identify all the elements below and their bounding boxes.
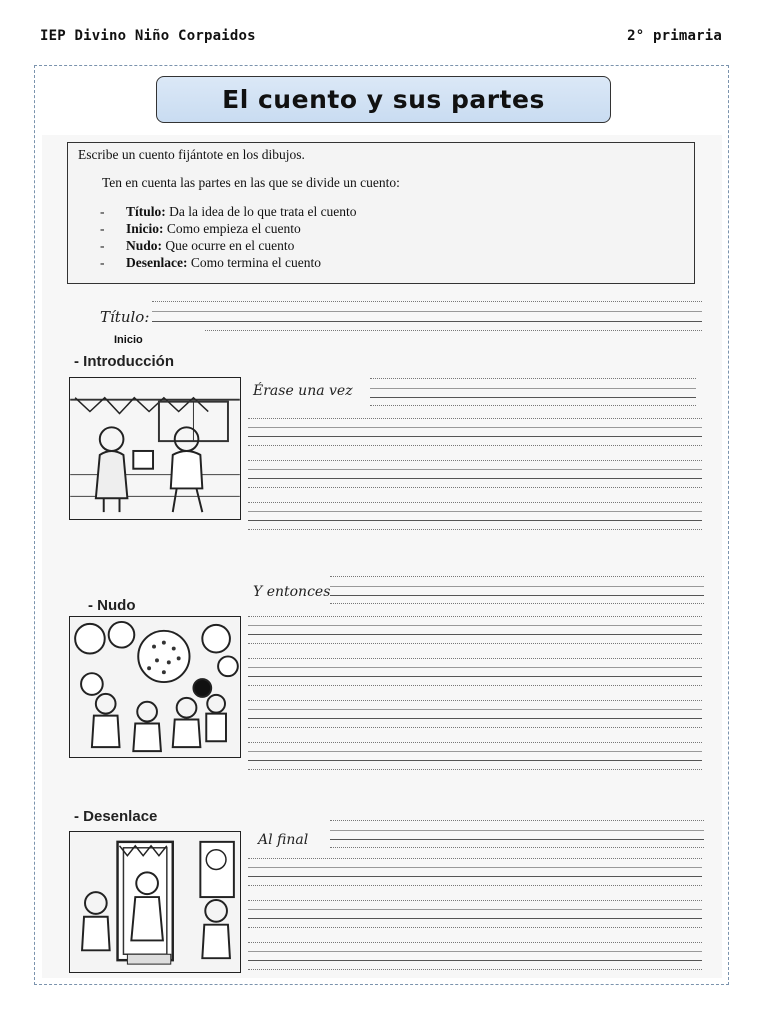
- writing-line[interactable]: [248, 927, 702, 928]
- grade-label: 2° primaria: [627, 28, 722, 44]
- writing-line[interactable]: [370, 405, 696, 406]
- writing-line[interactable]: [248, 469, 702, 470]
- writing-line[interactable]: [370, 388, 696, 389]
- writing-line[interactable]: [248, 685, 702, 686]
- titulo-label: Título:: [100, 308, 150, 326]
- goodbye-door-illustration: [69, 831, 241, 973]
- section-heading-desenlace: - Desenlace: [74, 808, 158, 825]
- inicio-label: Inicio: [114, 334, 143, 346]
- instructions-line-1: Escribe un cuento fijántote en los dibujos.: [78, 147, 305, 162]
- list-item: - Nudo: Que ocurre en el cuento: [100, 238, 295, 253]
- titulo-line[interactable]: [205, 330, 702, 331]
- writing-line[interactable]: [248, 445, 702, 446]
- school-name: IEP Divino Niño Corpaidos: [40, 28, 256, 44]
- writing-line[interactable]: [248, 658, 702, 659]
- term-inicio: Inicio:: [126, 221, 164, 236]
- writing-line[interactable]: [248, 867, 702, 868]
- desc-nudo: Que ocurre en el cuento: [162, 238, 295, 253]
- term-desenlace: Desenlace:: [126, 255, 188, 270]
- writing-line[interactable]: [248, 942, 702, 943]
- titulo-line[interactable]: [152, 301, 702, 302]
- writing-line[interactable]: [248, 960, 702, 961]
- writing-line[interactable]: [248, 460, 702, 461]
- writing-line[interactable]: [330, 820, 704, 821]
- writing-line[interactable]: [330, 839, 704, 840]
- page-title: El cuento y sus partes: [156, 76, 611, 123]
- section-heading-introduccion: - Introducción: [74, 353, 174, 370]
- writing-line[interactable]: [248, 858, 702, 859]
- list-item: - Desenlace: Como termina el cuento: [100, 255, 321, 270]
- writing-line[interactable]: [248, 667, 702, 668]
- writing-line[interactable]: [330, 586, 704, 587]
- writing-line[interactable]: [248, 742, 702, 743]
- titulo-line[interactable]: [152, 311, 702, 312]
- writing-line[interactable]: [330, 603, 704, 604]
- term-nudo: Nudo:: [126, 238, 163, 253]
- birthday-gift-illustration: [69, 377, 241, 520]
- writing-line[interactable]: [248, 918, 702, 919]
- writing-line[interactable]: [248, 616, 702, 617]
- writing-line[interactable]: [248, 751, 702, 752]
- writing-line[interactable]: [248, 625, 702, 626]
- list-item: - Inicio: Como empieza el cuento: [100, 221, 301, 236]
- writing-line[interactable]: [248, 718, 702, 719]
- party-balloons-illustration: [69, 616, 241, 758]
- writing-line[interactable]: [248, 727, 702, 728]
- writing-line[interactable]: [248, 676, 702, 677]
- starter-y-entonces: Y entonces: [253, 584, 331, 600]
- writing-line[interactable]: [248, 418, 702, 419]
- writing-line[interactable]: [248, 709, 702, 710]
- desc-inicio: Como empieza el cuento: [163, 221, 301, 236]
- writing-line[interactable]: [248, 760, 702, 761]
- writing-line[interactable]: [248, 427, 702, 428]
- writing-line[interactable]: [248, 700, 702, 701]
- starter-erase-una-vez: Érase una vez: [253, 383, 353, 399]
- writing-line[interactable]: [248, 487, 702, 488]
- writing-line[interactable]: [248, 634, 702, 635]
- list-item: - Título: Da la idea de lo que trata el cuento: [100, 204, 357, 219]
- writing-line[interactable]: [248, 529, 702, 530]
- writing-line[interactable]: [248, 900, 702, 901]
- writing-line[interactable]: [248, 478, 702, 479]
- titulo-line[interactable]: [152, 321, 702, 322]
- desc-titulo: Da la idea de lo que trata el cuento: [165, 204, 357, 219]
- writing-line[interactable]: [248, 520, 702, 521]
- desc-desenlace: Como termina el cuento: [187, 255, 321, 270]
- writing-line[interactable]: [248, 436, 702, 437]
- writing-line[interactable]: [248, 909, 702, 910]
- instructions-line-2: Ten en cuenta las partes en las que se divide un cuento:: [102, 175, 400, 190]
- writing-line[interactable]: [248, 502, 702, 503]
- writing-line[interactable]: [330, 847, 704, 848]
- writing-line[interactable]: [248, 885, 702, 886]
- writing-line[interactable]: [370, 378, 696, 379]
- starter-al-final: Al final: [258, 832, 309, 848]
- writing-line[interactable]: [248, 769, 702, 770]
- story-parts-list: [78, 203, 684, 271]
- writing-line[interactable]: [248, 951, 702, 952]
- writing-line[interactable]: [248, 876, 702, 877]
- term-titulo: Título:: [126, 204, 166, 219]
- instructions-box: [67, 142, 695, 284]
- section-heading-nudo: - Nudo: [88, 597, 136, 614]
- writing-line[interactable]: [370, 397, 696, 398]
- writing-line[interactable]: [330, 830, 704, 831]
- writing-line[interactable]: [248, 643, 702, 644]
- writing-line[interactable]: [330, 576, 704, 577]
- writing-line[interactable]: [330, 595, 704, 596]
- writing-line[interactable]: [248, 511, 702, 512]
- writing-line[interactable]: [248, 969, 702, 970]
